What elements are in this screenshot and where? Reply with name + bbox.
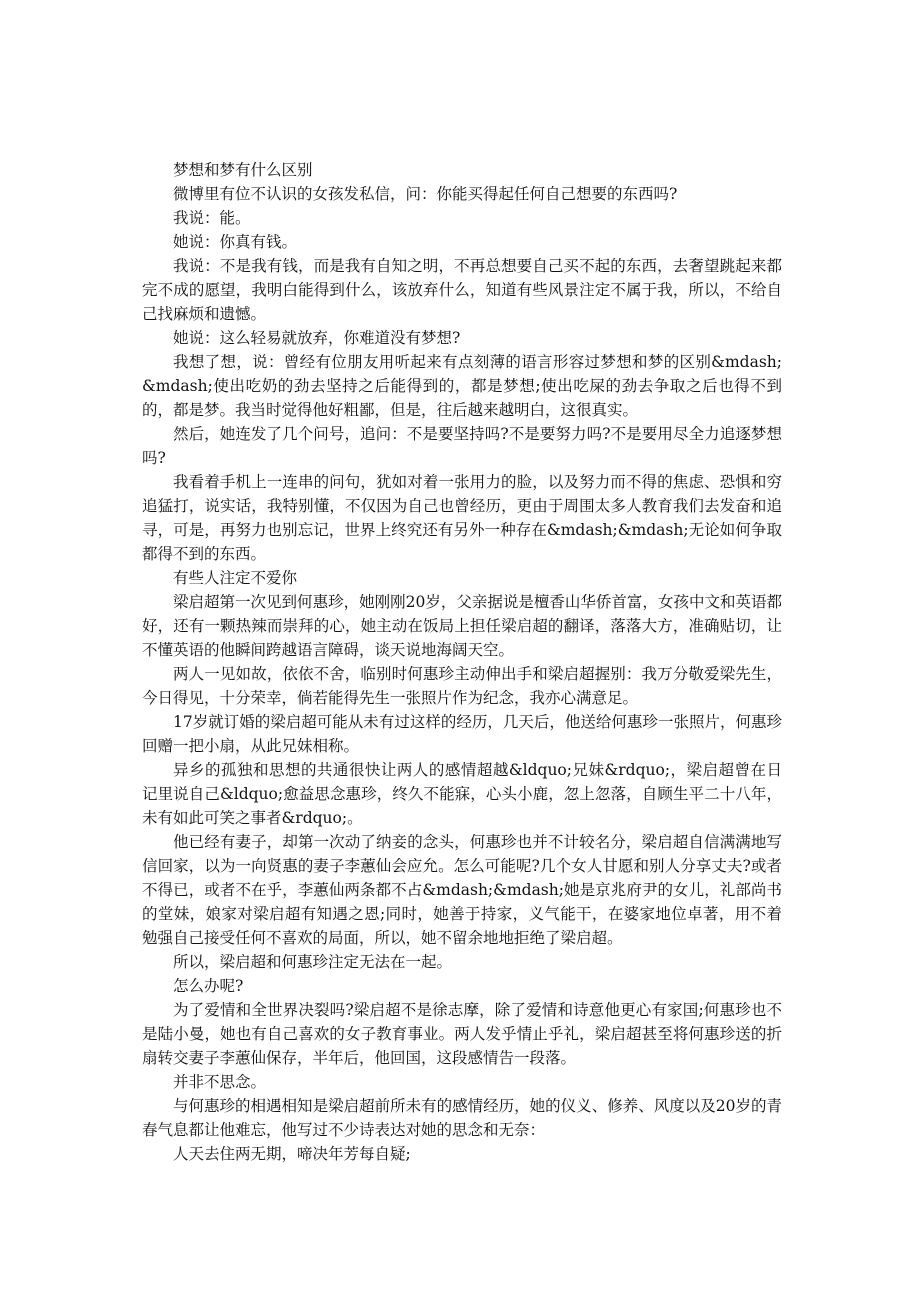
paragraph: 我说：不是我有钱，而是我有自知之明，不再总想要自己买不起的东西，去奢望跳起来都完不成的愿望，我明白能得到什么，该放弃什么，知道有些风景注定不属于我，所以，不给自己找麻烦和遗憾。	[142, 257, 782, 323]
paragraph: 然后，她连发了几个问号，追问：不是要坚持吗?不是要努力吗?不是要用尽全力追逐梦想吗?	[142, 425, 782, 467]
paragraph: 与何惠珍的相遇相知是梁启超前所未有的感情经历，她的仪义、修养、风度以及20岁的青春气息都让他难忘，他写过不少诗表达对她的思念和无奈：	[142, 1097, 782, 1139]
paragraph: 所以，梁启超和何惠珍注定无法在一起。	[173, 953, 453, 971]
paragraph-heading-not-love: 有些人注定不爱你	[173, 569, 298, 587]
paragraph: 梁启超第一次见到何惠珍，她刚刚20岁，父亲据说是檀香山华侨首富，女孩中文和英语都好，还有一颗热辣而崇拜的心，她主动在饭局上担任梁启超的翻译，落落大方，准确贴切，让不懂英语的他瞬间跨越语言障碍，谈天说地海阔天空。	[142, 593, 782, 659]
paragraph: 异乡的孤独和思想的共通很快让两人的感情超越&ldquo;兄妹&rdquo;，梁启超曾在日记里说自己&ldquo;愈益思念惠珍，终久不能寐，心头小鹿，忽上忽落，自顾生平二十八年，未有如此可笑之事者&rdquo;。	[142, 761, 782, 827]
paragraph: 我想了想，说：曾经有位朋友用听起来有点刻薄的语言形容过梦想和梦的区别&mdash;&mdash;使出吃奶的劲去坚持之后能得到的，都是梦想;使出吃屎的劲去争取之后也得不到的，都是梦。我当时觉得他好粗鄙，但是，往后越来越明白，这很真实。	[142, 353, 782, 419]
document-body	[142, 158, 782, 1166]
paragraph: 两人一见如故，依依不舍，临别时何惠珍主动伸出手和梁启超握别：我万分敬爱梁先生，今日得见，十分荣幸，倘若能得先生一张照片作为纪念，我亦心满意足。	[142, 665, 782, 707]
paragraph: 并非不思念。	[173, 1073, 267, 1091]
paragraph: 怎么办呢?	[173, 977, 244, 995]
paragraph: 他已经有妻子，却第一次动了纳妾的念头，何惠珍也并不计较名分，梁启超自信满满地写信回家，以为一向贤惠的妻子李蕙仙会应允。怎么可能呢?几个女人甘愿和别人分享丈夫?或者不得已，或者不在乎，李蕙仙两条都不占&mdash;&mdash;她是京兆府尹的女儿，礼部尚书的堂妹，娘家对梁启超有知遇之恩;同时，她善于持家，义气能干，在婆家地位卓著，用不着勉强自己接受任何不喜欢的局面，所以，她不留余地地拒绝了梁启超。	[142, 833, 782, 947]
paragraph: 我看着手机上一连串的问句，犹如对着一张用力的脸，以及努力而不得的焦虑、恐惧和穷追猛打，说实话，我特别懂，不仅因为自己也曾经历，更由于周围太多人教育我们去发奋和追寻，可是，再努力也别忘记，世界上终究还有另外一种存在&mdash;&mdash;无论如何争取都得不到的东西。	[142, 473, 782, 563]
paragraph: 她说：这么轻易就放弃，你难道没有梦想?	[173, 329, 461, 347]
paragraph: 我说：能。	[173, 209, 251, 227]
paragraph: 她说：你真有钱。	[173, 233, 298, 251]
paragraph-poem-line: 人天去住两无期，啼决年芳每自疑;	[173, 1145, 411, 1163]
paragraph: 微博里有位不认识的女孩发私信，问：你能买得起任何自己想要的东西吗?	[173, 185, 678, 203]
paragraph-title-dream: 梦想和梦有什么区别	[173, 161, 313, 179]
paragraph: 17岁就订婚的梁启超可能从未有过这样的经历，几天后，他送给何惠珍一张照片，何惠珍回赠一把小扇，从此兄妹相称。	[142, 713, 782, 755]
paragraph: 为了爱情和全世界决裂吗?梁启超不是徐志摩，除了爱情和诗意他更心有家国;何惠珍也不是陆小曼，她也有自己喜欢的女子教育事业。两人发乎情止乎礼，梁启超甚至将何惠珍送的折扇转交妻子李蕙仙保存，半年后，他回国，这段感情告一段落。	[142, 1001, 782, 1067]
